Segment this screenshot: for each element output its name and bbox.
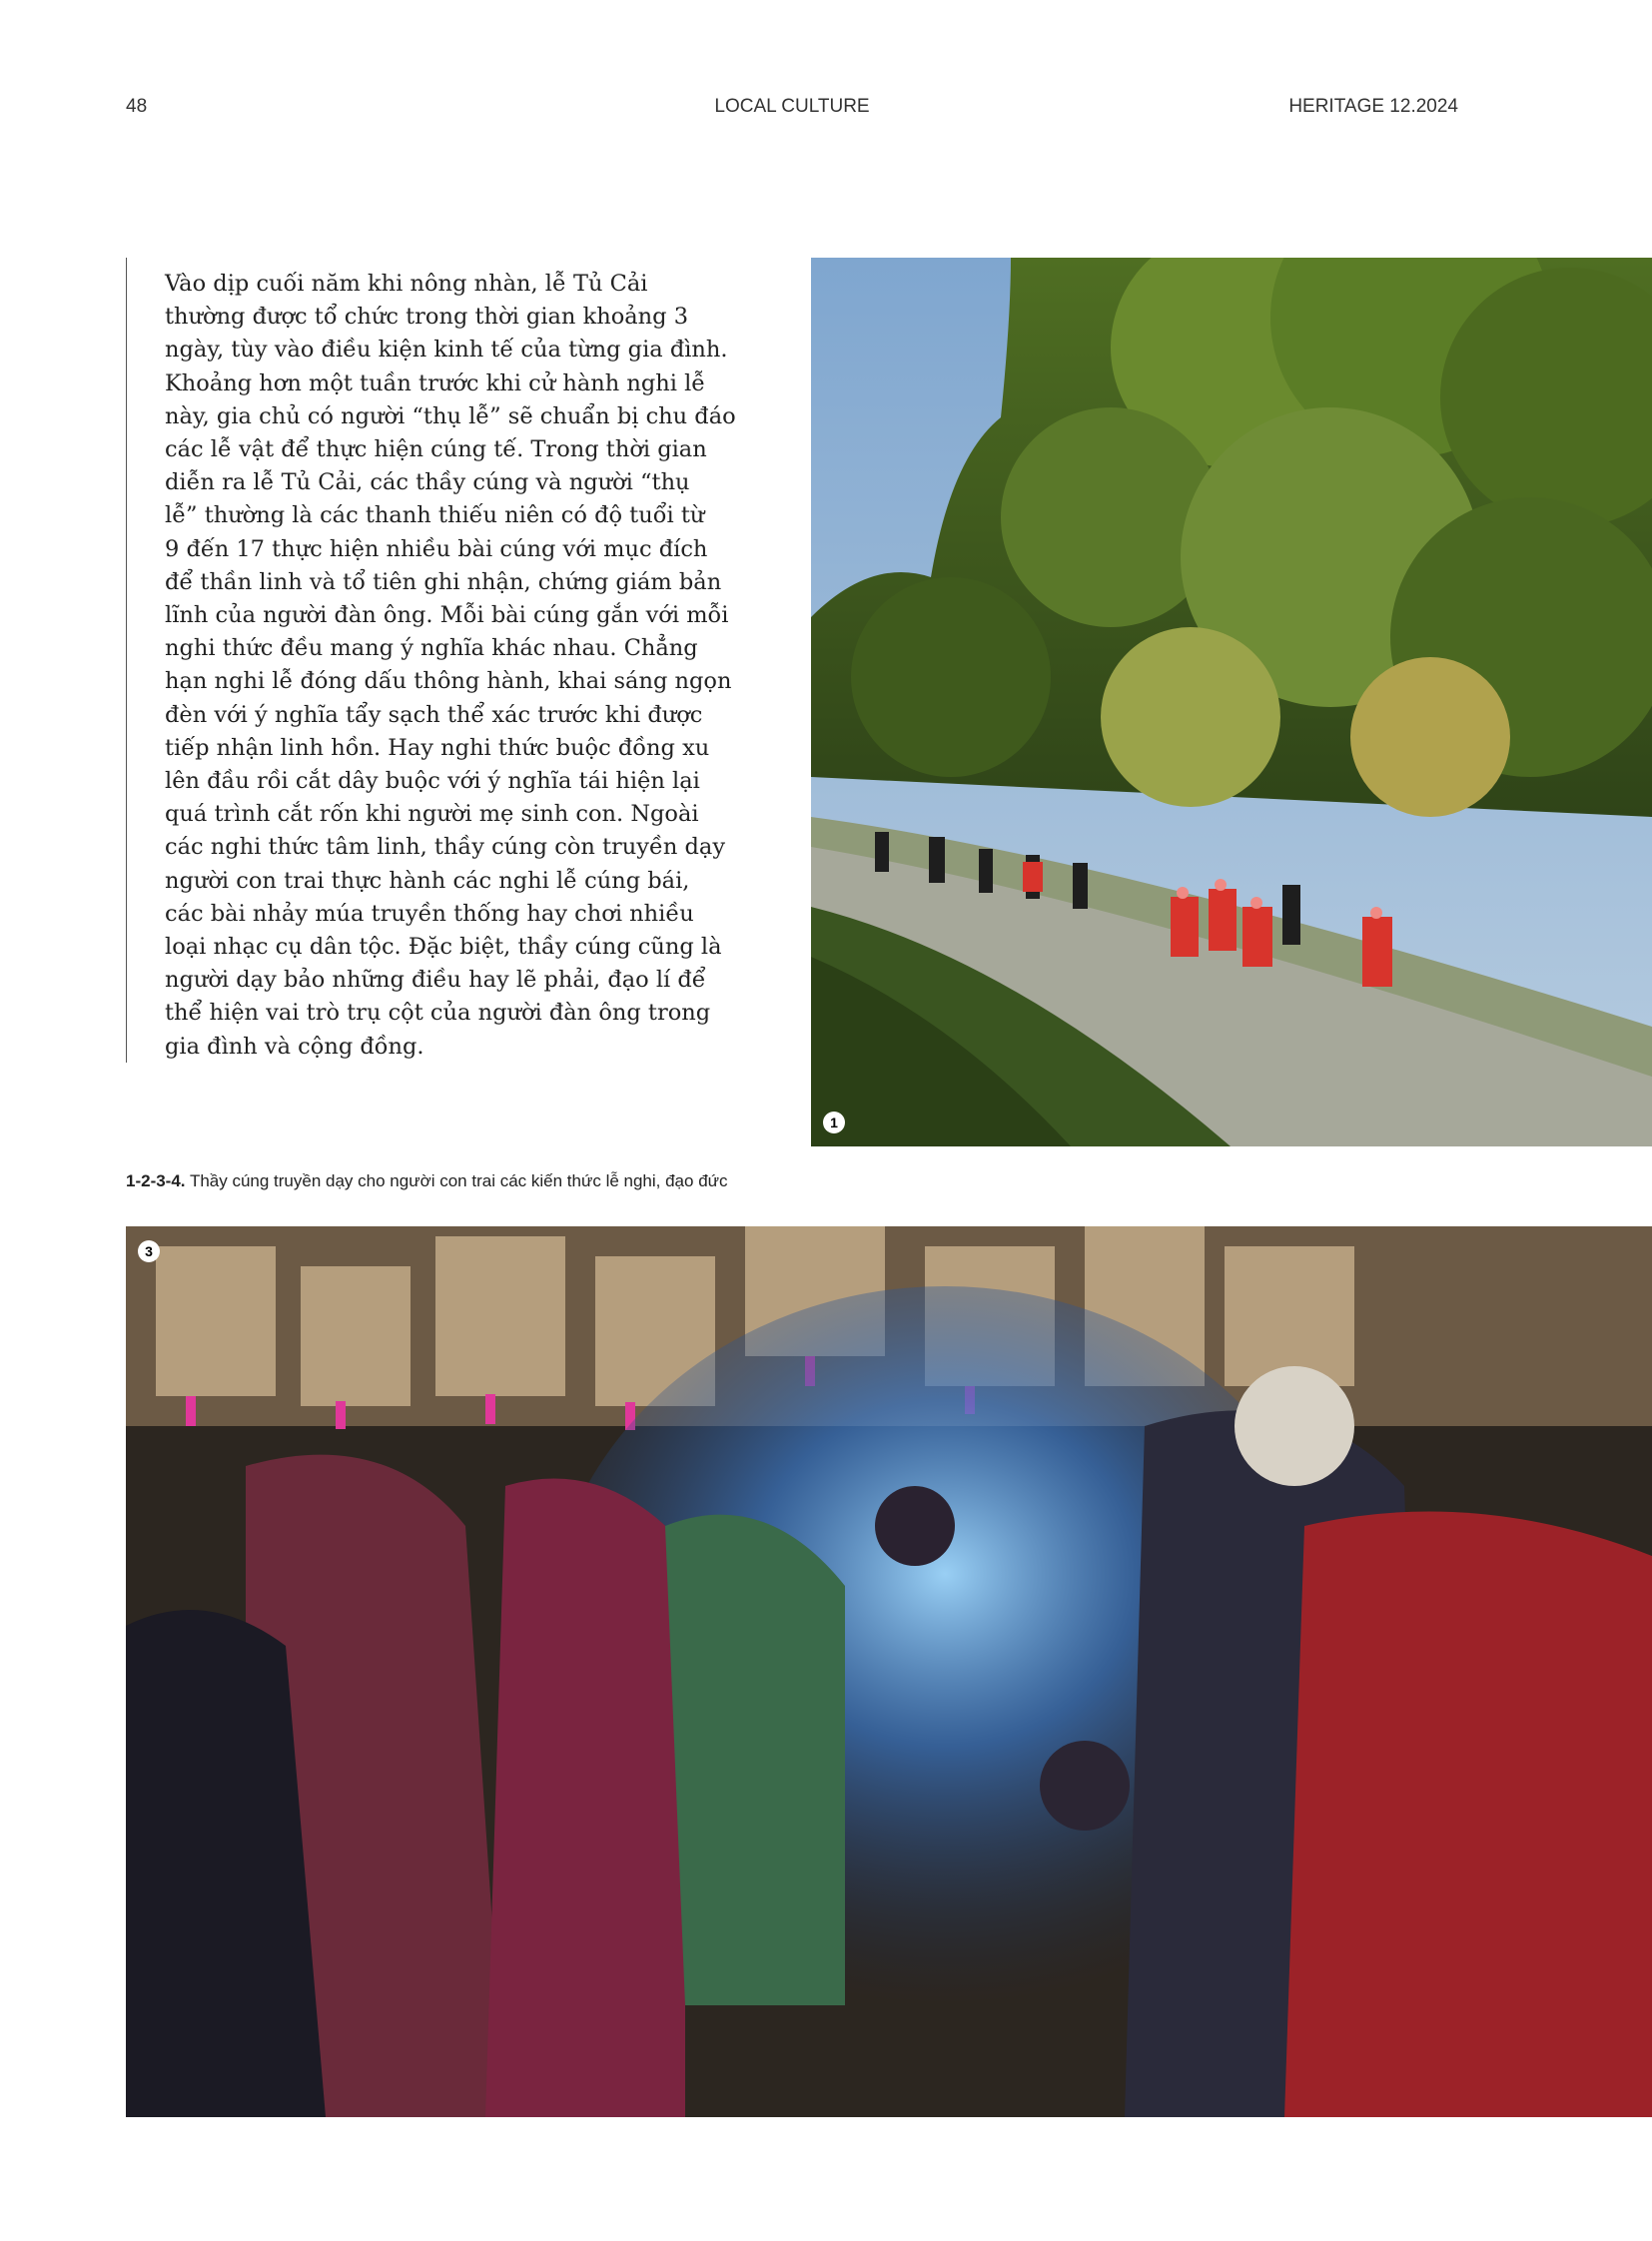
column-rule xyxy=(126,258,127,1063)
article-line: người dạy bảo những điều hay lẽ phải, đạo lí để xyxy=(165,967,706,994)
section-title: LOCAL CULTURE xyxy=(714,96,870,117)
article-line: để thần linh và tổ tiên ghi nhận, chứng giám bản xyxy=(165,568,722,595)
procession-illustration xyxy=(811,258,1652,1146)
article-line: nghi thức đều mang ý nghĩa khác nhau. Chẳng xyxy=(165,635,698,662)
page-number: 48 xyxy=(126,96,148,117)
issue-label: HERITAGE 12.2024 xyxy=(1288,96,1458,117)
caption-text: Thầy cúng truyền dạy cho người con trai các kiến thức lễ nghi, đạo đức xyxy=(185,1171,728,1190)
article-line: loại nhạc cụ dân tộc. Đặc biệt, thầy cúng cũng là xyxy=(165,934,722,961)
article-body xyxy=(165,268,736,1064)
article-line: lên đầu rồi cắt dây buộc với ý nghĩa tái hiện lại xyxy=(165,768,700,795)
article-line: đèn với ý nghĩa tẩy sạch thể xác trước khi được xyxy=(165,701,703,728)
article-line: diễn ra lễ Tủ Cải, các thầy cúng và người “thụ xyxy=(165,469,690,496)
article-line: các nghi thức tâm linh, thầy cúng còn truyền dạy xyxy=(165,834,726,861)
photo-caption xyxy=(126,1171,728,1191)
article-line: hạn nghi lễ đóng dấu thông hành, khai sáng ngọn xyxy=(165,668,732,695)
caption-label: 1-2-3-4. xyxy=(126,1171,186,1190)
article-line: thường được tổ chức trong thời gian khoảng 3 xyxy=(165,304,689,331)
running-header xyxy=(126,96,1458,126)
article-line: quá trình cắt rốn khi người mẹ sinh con. Ngoài xyxy=(165,801,699,828)
ritual-illustration xyxy=(126,1226,1652,2117)
photo-ritual xyxy=(126,1226,1652,2117)
photo-procession xyxy=(811,258,1652,1146)
article-line: Khoảng hơn một tuần trước khi cử hành nghi lễ xyxy=(165,370,706,396)
article-line: tiếp nhận linh hồn. Hay nghi thức buộc đồng xu xyxy=(165,734,710,761)
article-line: các lễ vật để thực hiện cúng tế. Trong thời gian xyxy=(165,436,707,463)
article-line: này, gia chủ có người “thụ lễ” sẽ chuẩn bị chu đáo xyxy=(165,402,736,429)
photo-number-badge: 3 xyxy=(138,1240,160,1262)
article-line: các bài nhảy múa truyền thống hay chơi nhiều xyxy=(165,900,694,927)
article-line: người con trai thực hành các nghi lễ cúng bái, xyxy=(165,867,690,894)
article-line: gia đình và cộng đồng. xyxy=(165,1033,424,1060)
article-line: 9 đến 17 thực hiện nhiều bài cúng với mục đích xyxy=(165,535,708,562)
article-line: Vào dịp cuối năm khi nông nhàn, lễ Tủ Cải xyxy=(165,271,648,297)
article-line: ngày, tùy vào điều kiện kinh tế của từng gia đình. xyxy=(165,337,728,364)
article-line: lễ” thường là các thanh thiếu niên có độ tuổi từ xyxy=(165,502,705,529)
article-line: lĩnh của người đàn ông. Mỗi bài cúng gắn với mỗi xyxy=(165,602,729,629)
article-line: thể hiện vai trò trụ cột của người đàn ông trong xyxy=(165,1000,711,1027)
photo-number-badge: 1 xyxy=(823,1112,845,1133)
